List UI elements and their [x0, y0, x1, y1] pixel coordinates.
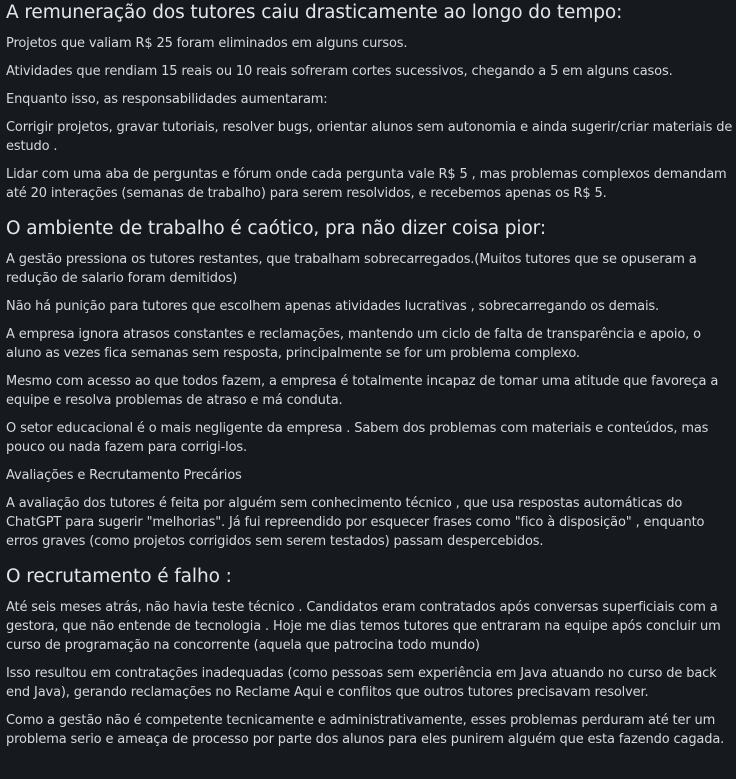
section-heading: O recrutamento é falho : — [6, 566, 232, 587]
paragraph: Atividades que rendiam 15 reais ou 10 reais sofreram cortes sucessivos, chegando a 5 em alguns casos. — [6, 64, 673, 79]
section-ambiente — [6, 217, 736, 551]
section-recrutamento — [6, 565, 736, 749]
paragraph: O setor educacional é o mais negligente da empresa . Sabem dos problemas com materiais e conteúdos, mas pouco ou nada fazem para corrigi-los. — [6, 421, 709, 455]
paragraph: Como a gestão não é competente tecnicamente e administrativamente, esses problemas perduram até ter um problema serio e ameaça de processo por parte dos alunos para eles punirem alguém que esta fazendo cagada. — [6, 713, 725, 747]
section-heading: A remuneração dos tutores caiu drasticamente ao longo do tempo: — [6, 2, 623, 23]
subheading-paragraph: Avaliações e Recrutamento Precários — [6, 468, 242, 483]
paragraph: Enquanto isso, as responsabilidades aumentaram: — [6, 92, 328, 107]
paragraph: Projetos que valiam R$ 25 foram eliminados em alguns cursos. — [6, 36, 408, 51]
paragraph: A empresa ignora atrasos constantes e reclamações, mantendo um ciclo de falta de transparência e apoio, o aluno as vezes fica semanas sem resposta, principalmente se for um problema complexo. — [6, 327, 701, 361]
section-heading: O ambiente de trabalho é caótico, pra não dizer coisa pior: — [6, 218, 546, 239]
paragraph: Até seis meses atrás, não havia teste técnico . Candidatos eram contratados após conversas superficiais com a gestora, que não entende de tecnologia . Hoje me dias temos tutores que entraram na equipe após concluir um curso de programação na concorrente (aquela que patrocina todo mundo) — [6, 600, 721, 653]
paragraph: Corrigir projetos, gravar tutoriais, resolver bugs, orientar alunos sem autonomia e ainda sugerir/criar materiais de estudo . — [6, 120, 733, 154]
paragraph: Mesmo com acesso ao que todos fazem, a empresa é totalmente incapaz de tomar uma atitude que favoreça a equipe e resolva problemas de atraso e má conduta. — [6, 374, 719, 408]
paragraph: A avaliação dos tutores é feita por alguém sem conhecimento técnico , que usa respostas automáticas do ChatGPT para sugerir "melhorias". Já fui repreendido por esquecer frases como "fico à disposição" , enquanto erros graves (como projetos corrigidos sem serem testados) passam despercebidos. — [6, 496, 705, 549]
paragraph: Não há punição para tutores que escolhem apenas atividades lucrativas , sobrecarregando os demais. — [6, 299, 660, 314]
paragraph: Lidar com uma aba de perguntas e fórum onde cada pergunta vale R$ 5 , mas problemas complexos demandam até 20 interações (semanas de trabalho) para serem resolvidos, e recebemos apenas os R$ 5. — [6, 167, 727, 201]
paragraph: A gestão pressiona os tutores restantes, que trabalham sobrecarregados.(Muitos tutores que se opuseram a redução de salario foram demitidos) — [6, 252, 697, 286]
paragraph: Isso resultou em contratações inadequadas (como pessoas sem experiência em Java atuando no curso de back end Java), gerando reclamações no Reclame Aqui e conflitos que outros tutores precisavam resolver. — [6, 666, 717, 700]
section-remuneracao — [6, 0, 736, 203]
